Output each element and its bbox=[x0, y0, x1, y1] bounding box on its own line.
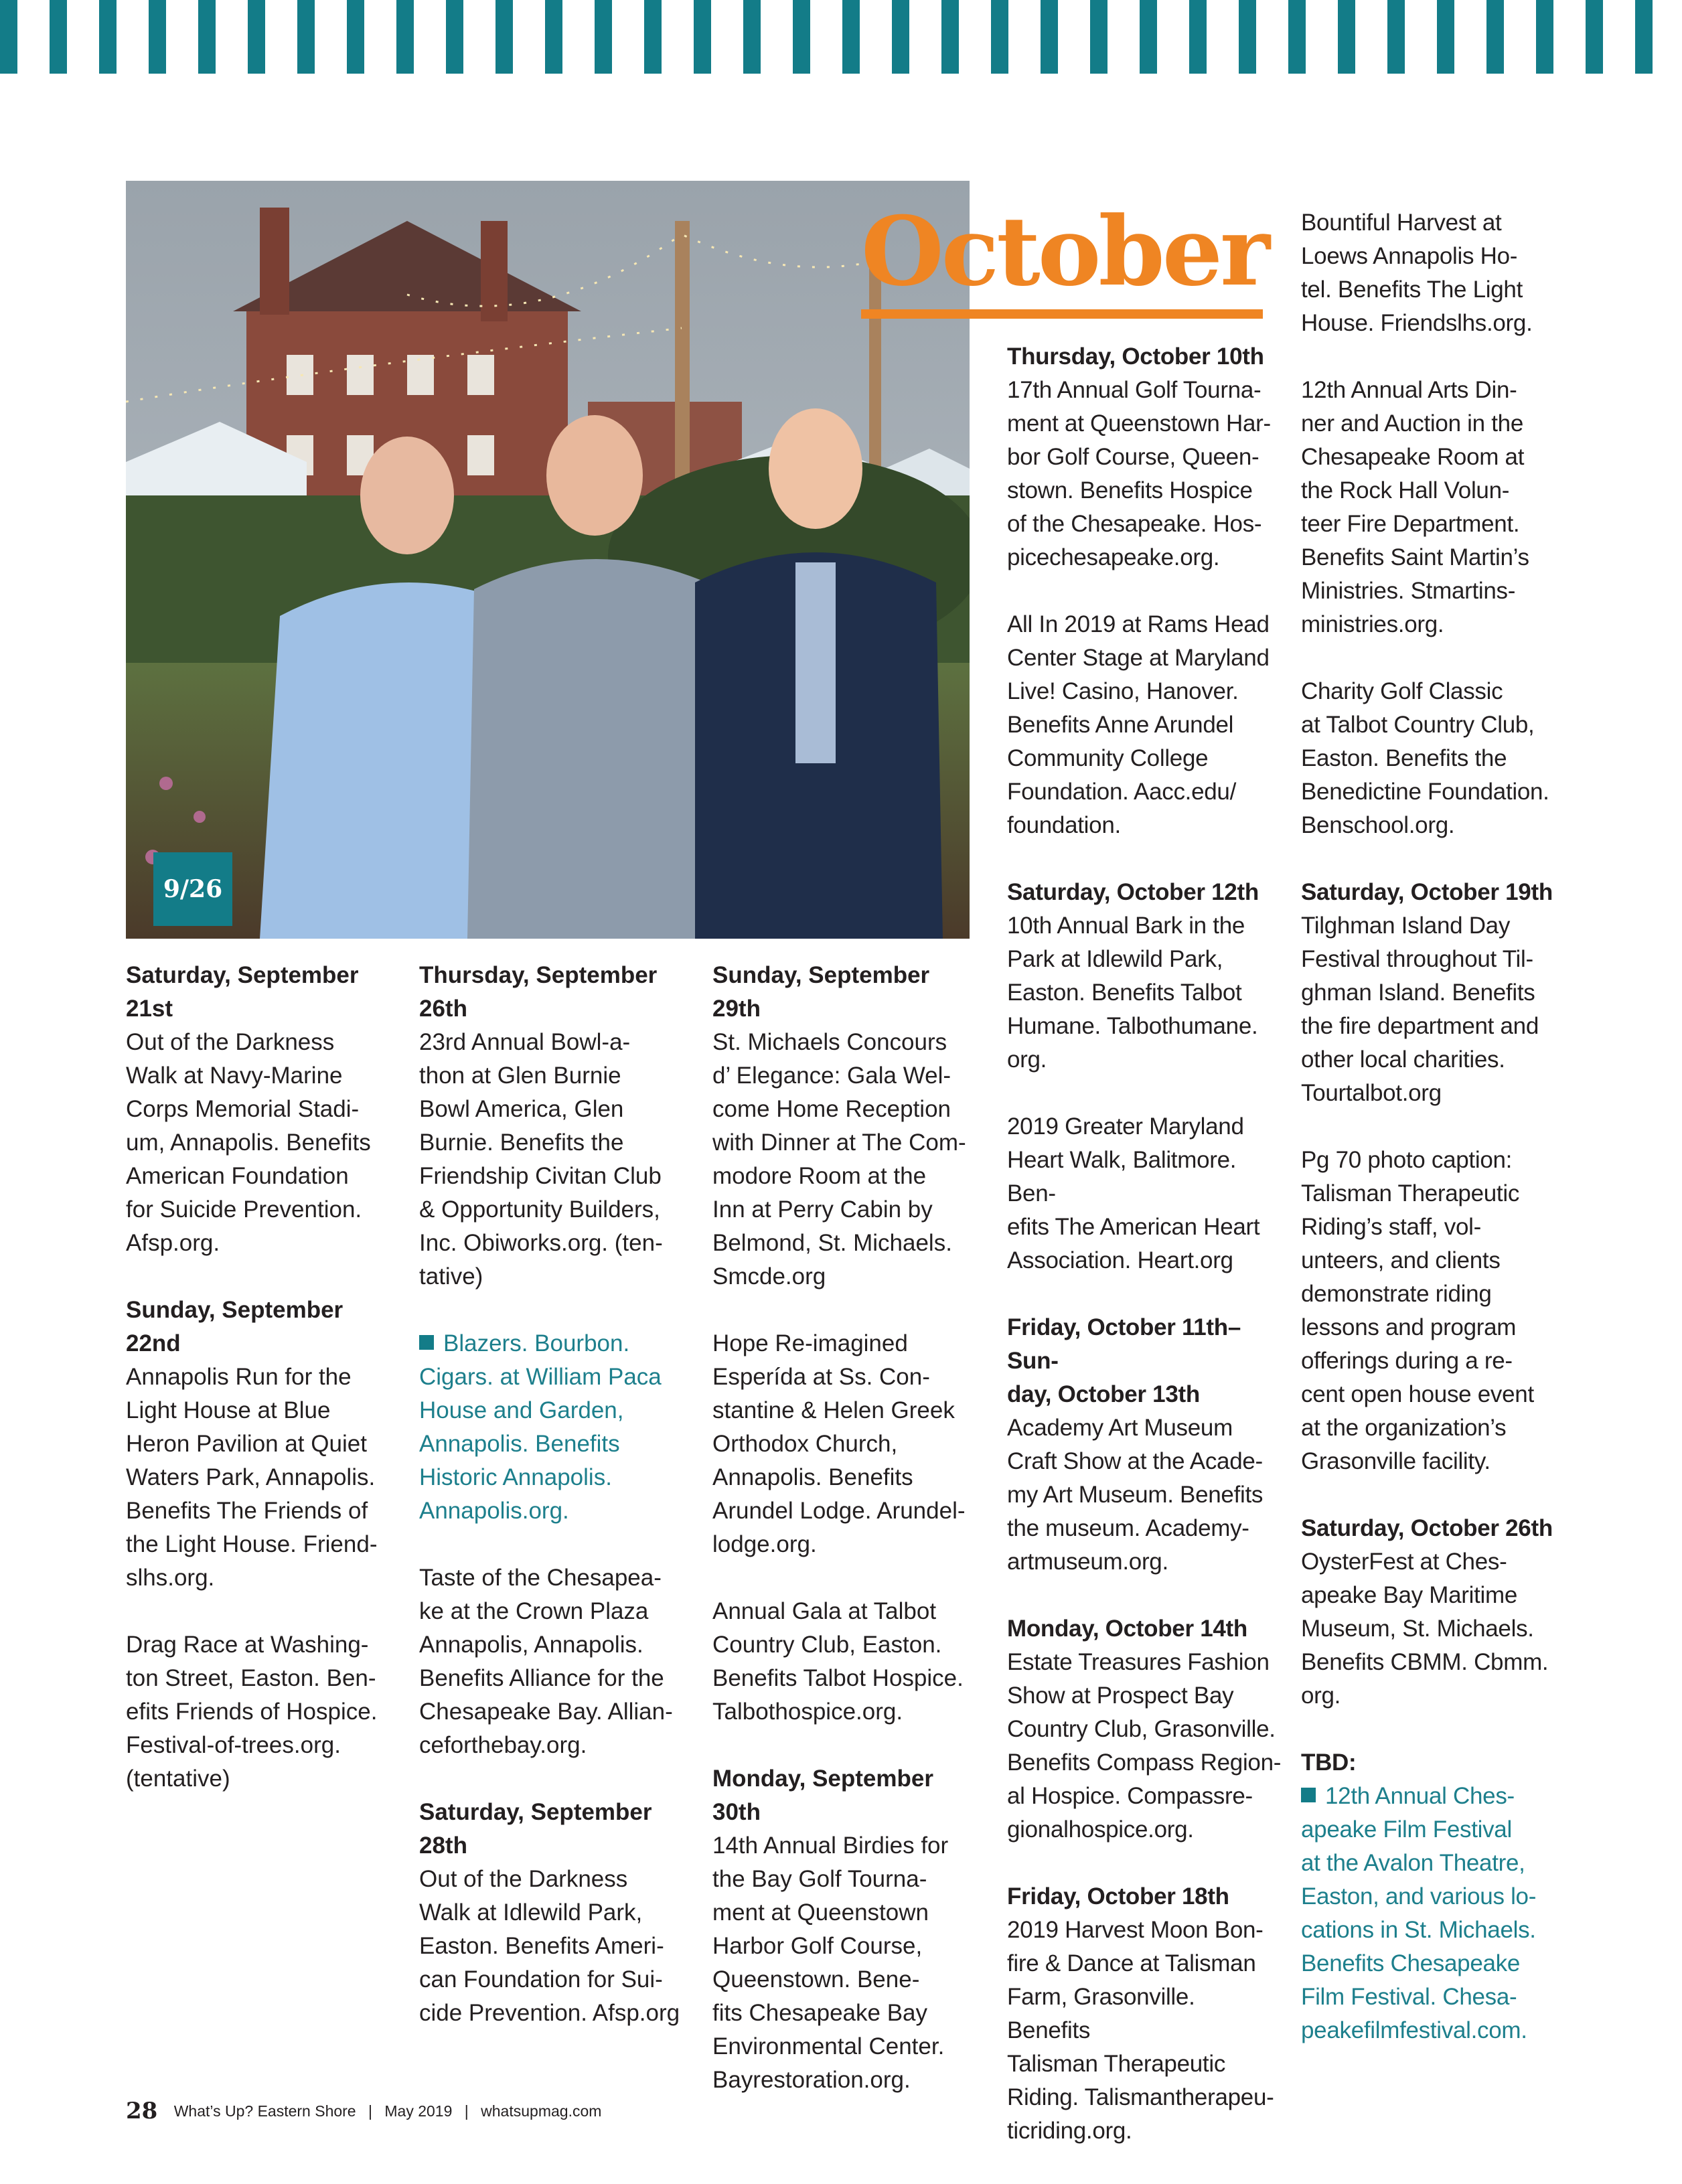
event-date-heading: Monday, September 30th bbox=[712, 1766, 933, 1825]
column-2 bbox=[419, 959, 697, 2063]
event-text: Academy Art Museum Craft Show at the Acade- my Art Museum. Benefits the museum. Academy- artmuseum.org. bbox=[1007, 1415, 1264, 1575]
event-text: St. Michaels Concours d’ Elegance: Gala Wel- come Home Reception with Dinner at The Com- modore Room at the Inn at Perry Cabin by Belmond, St. Michaels. Smcde.org bbox=[712, 1029, 966, 1290]
event-entry bbox=[1301, 1512, 1589, 1713]
square-bullet-icon bbox=[1301, 1788, 1316, 1802]
event-text: Tilghman Island Day Festival throughout Til- ghman Island. Benefits the fire department and other local charities. Tourtalbot.org bbox=[1301, 913, 1539, 1106]
event-text: Annual Gala at Talbot Country Club, Easton. Benefits Talbot Hospice. Talbothospice.org. bbox=[712, 1598, 964, 1725]
event-date-heading: Sunday, September 22nd bbox=[126, 1297, 343, 1356]
event-entry bbox=[126, 1628, 400, 1796]
event-entry bbox=[1007, 1311, 1282, 1579]
event-date-heading: Friday, October 11th–Sun- day, October 13th bbox=[1007, 1314, 1241, 1407]
event-entry bbox=[712, 1327, 987, 1561]
event-entry bbox=[1301, 876, 1589, 1110]
event-text: 14th Annual Birdies for the Bay Golf Tourna- ment at Queenstown Harbor Golf Course, Queenstown. Bene- fits Chesapeake Bay Environmental Center. Bayrestoration.org. bbox=[712, 1832, 949, 2093]
footer-separator: | bbox=[368, 2102, 372, 2120]
photo-caption-note bbox=[1301, 1144, 1589, 1478]
event-text: Hope Re-imagined Esperída at Ss. Con- stantine & Helen Greek Orthodox Church, Annapolis. Benefits Arundel Lodge. Arundel- lodge.org. bbox=[712, 1330, 966, 1557]
event-text: 17th Annual Golf Tourna- ment at Queenstown Har- bor Golf Course, Queen- stown. Benefits Hospice of the Chesapeake. Hos- picechesapeake.org. bbox=[1007, 377, 1271, 570]
event-text: OysterFest at Ches- apeake Bay Maritime Museum, St. Michaels. Benefits CBMM. Cbmm. org. bbox=[1301, 1549, 1549, 1709]
website-link[interactable]: whatsupmag.com bbox=[481, 2102, 602, 2120]
event-entry bbox=[1301, 675, 1589, 842]
event-entry bbox=[419, 1561, 697, 1762]
event-entry bbox=[1301, 374, 1589, 641]
event-entry bbox=[1007, 1880, 1282, 2148]
event-entry bbox=[419, 1796, 697, 2030]
featured-event-entry bbox=[1301, 1746, 1589, 2047]
event-photo bbox=[126, 181, 970, 939]
footer-separator: | bbox=[464, 2102, 469, 2120]
event-entry bbox=[1007, 1612, 1282, 1847]
page-footer bbox=[126, 2094, 601, 2128]
event-text: 2019 Greater Maryland Heart Walk, Balitmore. Ben- efits The American Heart Association. Heart.org bbox=[1007, 1113, 1260, 1273]
event-text: Bountiful Harvest at Loews Annapolis Ho- tel. Benefits The Light House. Friendslhs.org. bbox=[1301, 210, 1533, 336]
event-entry bbox=[419, 959, 697, 1294]
event-text: 23rd Annual Bowl-a- thon at Glen Burnie Bowl America, Glen Burnie. Benefits the Friendship Civitan Club & Opportunity Builders, Inc. Obiworks.org. (ten- tative) bbox=[419, 1029, 663, 1290]
event-date-heading: Thursday, September 26th bbox=[419, 962, 658, 1022]
event-entry bbox=[1301, 206, 1589, 340]
event-date-heading: Saturday, October 19th bbox=[1301, 879, 1553, 905]
header-stripe-band bbox=[0, 0, 1682, 74]
photo-illustration bbox=[126, 181, 970, 939]
column-1 bbox=[126, 959, 400, 1829]
event-text: Annapolis Run for the Light House at Blue Heron Pavilion at Quiet Waters Park, Annapolis. Benefits The Friends of the Light House. Friend- slhs.org. bbox=[126, 1364, 378, 1591]
event-entry bbox=[712, 959, 987, 1294]
event-entry bbox=[1007, 608, 1282, 842]
date-badge: 9/26 bbox=[153, 852, 232, 926]
featured-event-entry bbox=[419, 1327, 697, 1528]
event-date-heading: Saturday, September 28th bbox=[419, 1799, 652, 1859]
event-entry bbox=[126, 959, 400, 1260]
event-entry bbox=[1007, 1110, 1282, 1277]
featured-event-text bbox=[419, 1327, 697, 1528]
event-text: Taste of the Chesapea- ke at the Crown Plaza Annapolis, Annapolis. Benefits Alliance for the Chesapeake Bay. Allian- ceforthebay.org. bbox=[419, 1565, 673, 1758]
event-text: 2019 Harvest Moon Bon- fire & Dance at Talisman Farm, Grasonville. Benefits Talisman Therapeutic Riding. Talismantherapeu- ticriding.org. bbox=[1007, 1917, 1274, 2144]
event-date-heading: Monday, October 14th bbox=[1007, 1616, 1247, 1642]
event-date-heading: Saturday, October 12th bbox=[1007, 879, 1259, 905]
featured-event-text bbox=[1301, 1780, 1589, 2047]
event-text: Out of the Darkness Walk at Navy-Marine Corps Memorial Stadi- um, Annapolis. Benefits American Foundation for Suicide Prevention. Afsp.org. bbox=[126, 1029, 371, 1256]
event-entry bbox=[1007, 340, 1282, 574]
publication-name: What’s Up? Eastern Shore bbox=[173, 2102, 356, 2120]
square-bullet-icon bbox=[419, 1335, 434, 1350]
issue-date: May 2019 bbox=[384, 2102, 453, 2120]
event-entry bbox=[1007, 876, 1282, 1077]
month-title-underline bbox=[861, 309, 1263, 319]
event-date-heading: Sunday, September 29th bbox=[712, 962, 930, 1022]
event-text: Estate Treasures Fashion Show at Prospect Bay Country Club, Grasonville. Benefits Compass Region- al Hospice. Compassre- gionalhospice.org. bbox=[1007, 1649, 1282, 1843]
column-4 bbox=[1007, 340, 1282, 2181]
event-text: Drag Race at Washing- ton Street, Easton. Ben- efits Friends of Hospice. Festival-of-trees.org. (tentative) bbox=[126, 1632, 378, 1792]
event-text: Out of the Darkness Walk at Idlewild Park, Easton. Benefits Ameri- can Foundation for Sui- cide Prevention. Afsp.org bbox=[419, 1866, 680, 2026]
event-entry bbox=[712, 1595, 987, 1729]
featured-event-description: Blazers. Bourbon. Cigars. at William Paca House and Garden, Annapolis. Benefits Historic Annapolis. Annapolis.org. bbox=[419, 1330, 662, 1524]
event-date-heading: Thursday, October 10th bbox=[1007, 343, 1264, 370]
event-entry bbox=[712, 1762, 987, 2097]
event-entry bbox=[126, 1294, 400, 1595]
event-date-heading: Friday, October 18th bbox=[1007, 1883, 1229, 1909]
column-3 bbox=[712, 959, 987, 2130]
event-text: 12th Annual Arts Din- ner and Auction in the Chesapeake Room at the Rock Hall Volun- teer Fire Department. Benefits Saint Martin’s Ministries. Stmartins- ministries.org. bbox=[1301, 377, 1529, 637]
featured-event-description: 12th Annual Ches- apeake Film Festival at the Avalon Theatre, Easton, and various lo- cations in St. Michaels. Benefits Chesapeake Film Festival. Chesa- peakefilmfestival.com. bbox=[1301, 1783, 1537, 2043]
event-text: Charity Golf Classic at Talbot Country Club, Easton. Benefits the Benedictine Foundation. Benschool.org. bbox=[1301, 678, 1549, 838]
month-title: October bbox=[861, 196, 1268, 307]
event-date-heading: Saturday, October 26th bbox=[1301, 1515, 1553, 1541]
event-date-heading: Saturday, September 21st bbox=[126, 962, 359, 1022]
event-date-heading: TBD: bbox=[1301, 1749, 1357, 1776]
event-text: All In 2019 at Rams Head Center Stage at Maryland Live! Casino, Hanover. Benefits Anne Arundel Community College Foundation. Aacc.edu/ foundation. bbox=[1007, 611, 1270, 838]
event-text: 10th Annual Bark in the Park at Idlewild Park, Easton. Benefits Talbot Humane. Talbothumane. org. bbox=[1007, 913, 1258, 1073]
column-5 bbox=[1301, 206, 1589, 2081]
caption-text: Pg 70 photo caption: Talisman Therapeutic Riding’s staff, vol- unteers, and clients demonstrate riding lessons and program offerings during a re- cent open house event at the organization’s Grasonville facility. bbox=[1301, 1147, 1534, 1474]
page-number: 28 bbox=[126, 2098, 158, 2124]
